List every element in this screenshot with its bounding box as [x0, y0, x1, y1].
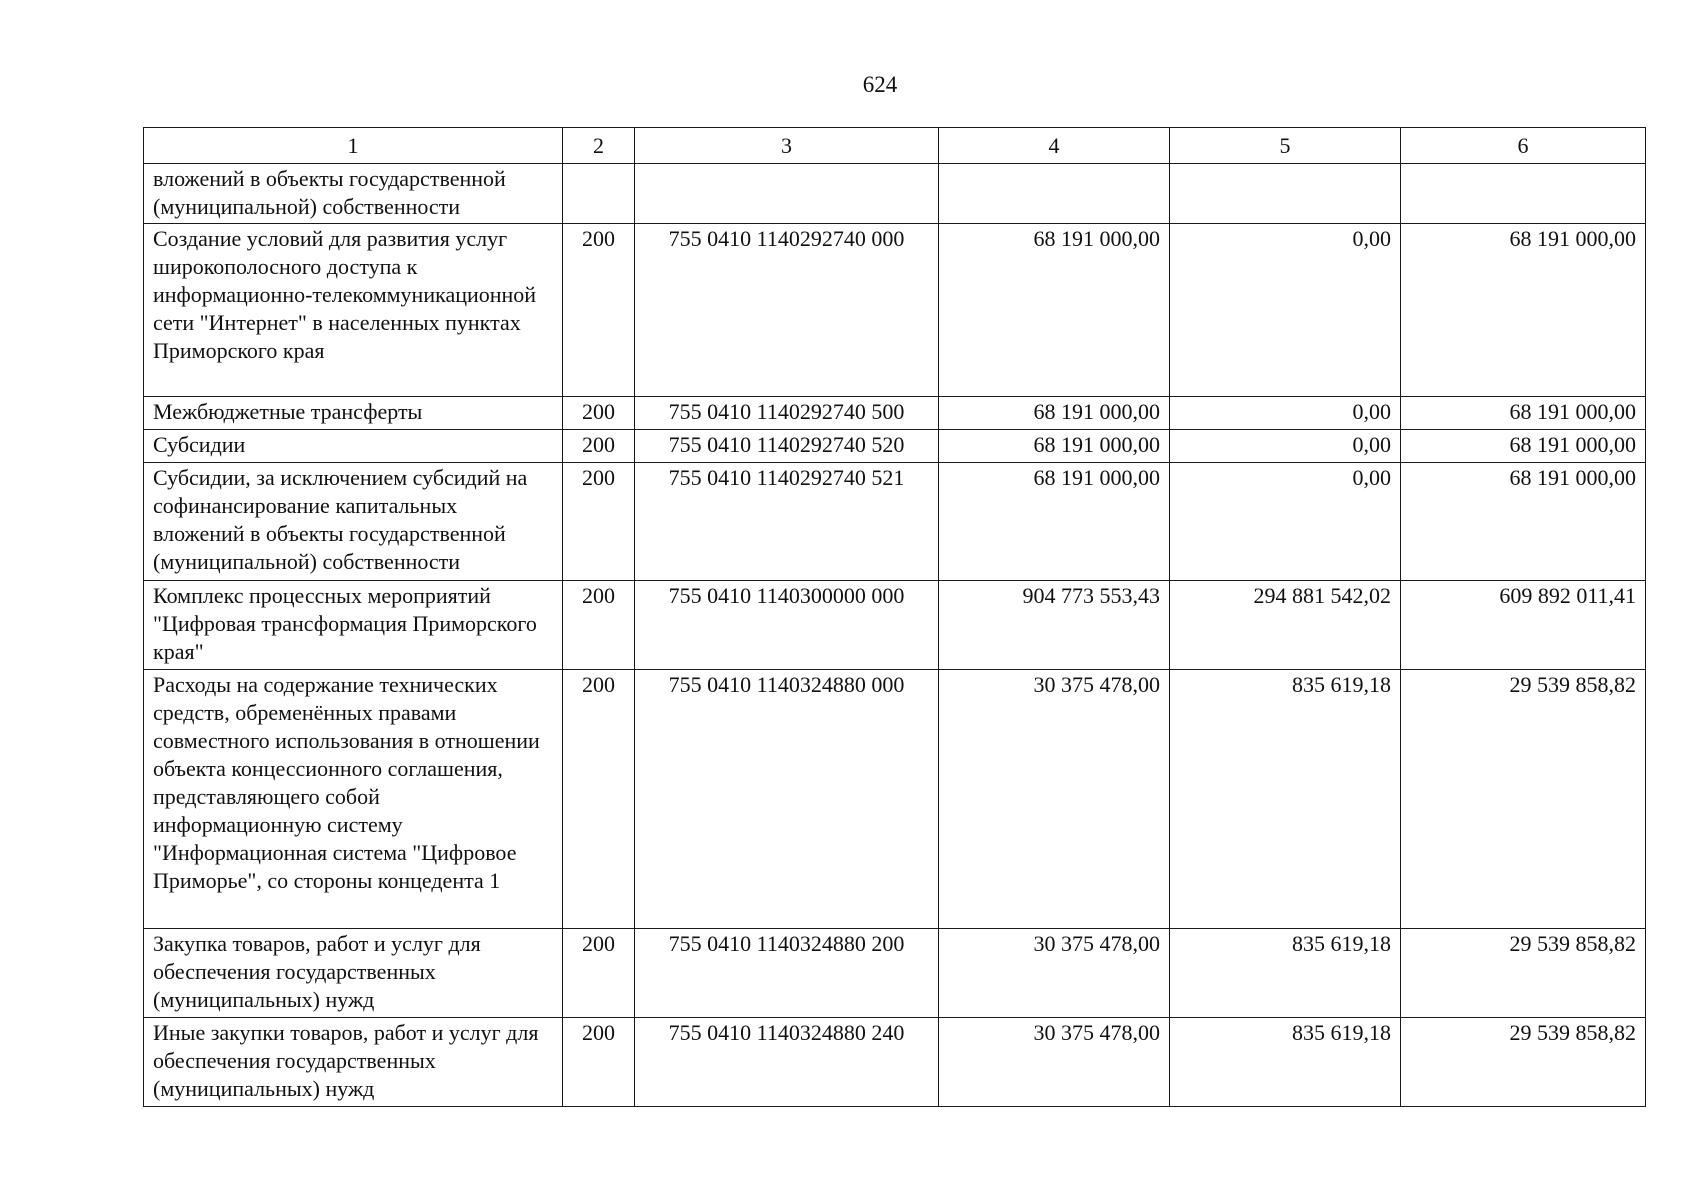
row-amount-col5: 0,00 — [1170, 430, 1401, 463]
row-amount-col5: 0,00 — [1170, 224, 1401, 397]
row-col2: 200 — [563, 670, 635, 929]
row-amount-col5: 0,00 — [1170, 463, 1401, 581]
row-amount-col6: 68 191 000,00 — [1401, 430, 1646, 463]
table-row — [144, 224, 1646, 397]
row-name: Закупка товаров, работ и услуг для обеспечения государственных (муниципальных) нужд — [144, 929, 563, 1018]
table-row — [144, 929, 1646, 1018]
column-number-row — [144, 128, 1646, 164]
table-row — [144, 164, 1646, 224]
row-amount-col4: 68 191 000,00 — [939, 397, 1170, 430]
row-col2: 200 — [563, 1018, 635, 1107]
row-amount-col5: 0,00 — [1170, 397, 1401, 430]
row-amount-col5: 835 619,18 — [1170, 670, 1401, 929]
row-amount-col5 — [1170, 164, 1401, 224]
table-row — [144, 581, 1646, 670]
row-amount-col6: 29 539 858,82 — [1401, 670, 1646, 929]
row-amount-col4 — [939, 164, 1170, 224]
table-row — [144, 670, 1646, 929]
row-col2: 200 — [563, 397, 635, 430]
row-col2 — [563, 164, 635, 224]
row-amount-col4: 904 773 553,43 — [939, 581, 1170, 670]
row-name: вложений в объекты государственной (муниципальной) собственности — [144, 164, 563, 224]
row-amount-col5: 294 881 542,02 — [1170, 581, 1401, 670]
row-col2: 200 — [563, 581, 635, 670]
table-row — [144, 1018, 1646, 1107]
row-code: 755 0410 1140300000 000 — [635, 581, 939, 670]
row-amount-col6: 609 892 011,41 — [1401, 581, 1646, 670]
column-header: 5 — [1170, 128, 1401, 164]
row-amount-col4: 30 375 478,00 — [939, 929, 1170, 1018]
table-row — [144, 397, 1646, 430]
row-amount-col4: 68 191 000,00 — [939, 224, 1170, 397]
row-amount-col6: 29 539 858,82 — [1401, 929, 1646, 1018]
row-code: 755 0410 1140292740 521 — [635, 463, 939, 581]
table-row — [144, 430, 1646, 463]
row-amount-col6: 29 539 858,82 — [1401, 1018, 1646, 1107]
row-name: Иные закупки товаров, работ и услуг для обеспечения государственных (муниципальных) нужд — [144, 1018, 563, 1107]
row-amount-col5: 835 619,18 — [1170, 1018, 1401, 1107]
row-amount-col6: 68 191 000,00 — [1401, 224, 1646, 397]
row-name: Субсидии, за исключением субсидий на софинансирование капитальных вложений в объекты государственной (муниципальной) собственности — [144, 463, 563, 581]
row-amount-col4: 30 375 478,00 — [939, 670, 1170, 929]
row-code: 755 0410 1140324880 200 — [635, 929, 939, 1018]
column-header: 4 — [939, 128, 1170, 164]
row-col2: 200 — [563, 430, 635, 463]
row-code: 755 0410 1140292740 520 — [635, 430, 939, 463]
row-name: Комплекс процессных мероприятий "Цифровая трансформация Приморского края" — [144, 581, 563, 670]
row-name: Субсидии — [144, 430, 563, 463]
row-amount-col4: 68 191 000,00 — [939, 463, 1170, 581]
row-col2: 200 — [563, 224, 635, 397]
row-code: 755 0410 1140292740 500 — [635, 397, 939, 430]
row-name: Создание условий для развития услуг широкополосного доступа к информационно-телекоммуникационной сети "Интернет" в населенных пунктах Приморского края — [144, 224, 563, 397]
column-header: 2 — [563, 128, 635, 164]
column-header: 3 — [635, 128, 939, 164]
row-name: Расходы на содержание технических средств, обременённых правами совместного использования в отношении объекта концессионного соглашения, представляющего собой информационную систему "Информационная система "Цифровое Приморье", со стороны концедента 1 — [144, 670, 563, 929]
page-number: 624 — [862, 72, 898, 97]
row-code: 755 0410 1140324880 240 — [635, 1018, 939, 1107]
row-amount-col6: 68 191 000,00 — [1401, 397, 1646, 430]
row-code: 755 0410 1140292740 000 — [635, 224, 939, 397]
budget-table — [143, 127, 1646, 1107]
row-amount-col6 — [1401, 164, 1646, 224]
row-amount-col4: 68 191 000,00 — [939, 430, 1170, 463]
row-name: Межбюджетные трансферты — [144, 397, 563, 430]
row-code — [635, 164, 939, 224]
row-amount-col6: 68 191 000,00 — [1401, 463, 1646, 581]
row-amount-col5: 835 619,18 — [1170, 929, 1401, 1018]
row-code: 755 0410 1140324880 000 — [635, 670, 939, 929]
column-header: 6 — [1401, 128, 1646, 164]
table-row — [144, 463, 1646, 581]
row-col2: 200 — [563, 463, 635, 581]
row-amount-col4: 30 375 478,00 — [939, 1018, 1170, 1107]
row-col2: 200 — [563, 929, 635, 1018]
column-header: 1 — [144, 128, 563, 164]
